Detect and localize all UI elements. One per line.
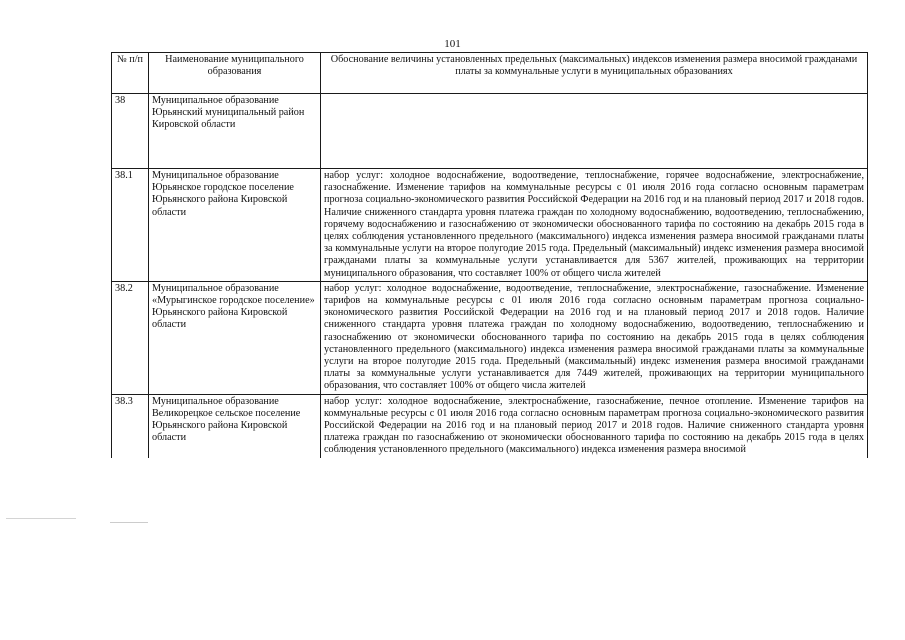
row-num: 38 bbox=[112, 94, 149, 169]
row-num: 38.2 bbox=[112, 281, 149, 394]
row-name: Муниципальное образование Юрьянский муниципальный район Кировской области bbox=[149, 94, 321, 169]
row-name: Муниципальное образование Юрьянское городское поселение Юрьянского района Кировской области bbox=[149, 169, 321, 282]
table-row bbox=[112, 94, 868, 169]
header-name: Наименование муниципального образования bbox=[149, 53, 321, 94]
scan-artifact bbox=[110, 522, 148, 523]
row-text: набор услуг: холодное водоснабжение, водоотведение, теплоснабжение, горячее водоснабжение, электроснабжение, газоснабжение. Изменение тарифов на коммунальные ресурсы с 01 июля 2016 года согласно основным параметрам прогноза социально-экономического развития Российской Федерации на 2016 год и на плановый период 2017 и 2018 годов. Наличие сниженного стандарта уровня платежа граждан по холодному водоснабжению, водоотведению, теплоснабжению, горячему водоснабжению и газоснабжению от экономически обоснованного тарифа по состоянию на декабрь 2015 года в целях соблюдения установленного предельного (максимального) индекса изменения размера вносимой гражданами платы за коммунальные услуги на второе полугодие 2015 года. Предельный (максимальный) индекс изменения размера вносимой гражданами платы за коммунальные услуги устанавливается для 5367 жителей, проживающих на территории муниципального образования, что составляет 100% от общего числа жителей bbox=[321, 169, 868, 282]
header-num: № п/п bbox=[112, 53, 149, 94]
row-name: Муниципальное образование Великорецкое сельское поселение Юрьянского района Кировской области bbox=[149, 394, 321, 458]
scan-artifact bbox=[6, 518, 76, 519]
table-row bbox=[112, 169, 868, 282]
row-num: 38.1 bbox=[112, 169, 149, 282]
page-number: 101 bbox=[444, 38, 461, 50]
header-rationale: Обоснование величины установленных предельных (максимальных) индексов изменения размера вносимой гражданами платы за коммунальные услуги в муниципальных образованиях bbox=[321, 53, 868, 94]
row-text bbox=[321, 94, 868, 169]
table-row bbox=[112, 281, 868, 394]
row-num: 38.3 bbox=[112, 394, 149, 458]
tariff-index-table bbox=[111, 52, 868, 458]
row-name: Муниципальное образование «Мурыгинское городское поселение» Юрьянского района Кировской области bbox=[149, 281, 321, 394]
row-text: набор услуг: холодное водоснабжение, электроснабжение, газоснабжение, печное отопление. Изменение тарифов на коммунальные ресурсы с 01 июля 2016 года согласно основным параметрам прогноза социально-экономического развития Российской Федерации на 2016 год и на плановый период 2017 и 2018 годов. Наличие сниженного стандарта уровня платежа граждан по газоснабжению от экономически обоснованного тарифа по состоянию на декабрь 2015 года в целях соблюдения установленного предельного (максимального) индекса изменения размера вносимой bbox=[321, 394, 868, 458]
table-row bbox=[112, 394, 868, 458]
table-header-row bbox=[112, 53, 868, 94]
row-text: набор услуг: холодное водоснабжение, водоотведение, теплоснабжение, электроснабжение, газоснабжение. Изменение тарифов на коммунальные ресурсы с 01 июля 2016 года согласно основным параметрам прогноза социально-экономического развития Российской Федерации на 2016 год и на плановый период 2017 и 2018 годов. Наличие сниженного стандарта уровня платежа граждан по холодному водоснабжению, водоотведению, теплоснабжению и газоснабжению от экономически обоснованного тарифа по состоянию на декабрь 2015 года в целях соблюдения установленного предельного (максимального) индекса изменения размера вносимой гражданами платы за коммунальные услуги на второе полугодие 2015 года. Предельный (максимальный) индекс изменения размера вносимой гражданами платы за коммунальные услуги устанавливается для 7449 жителей, проживающих на территории муниципального образования, что составляет 100% от общего числа жителей bbox=[321, 281, 868, 394]
